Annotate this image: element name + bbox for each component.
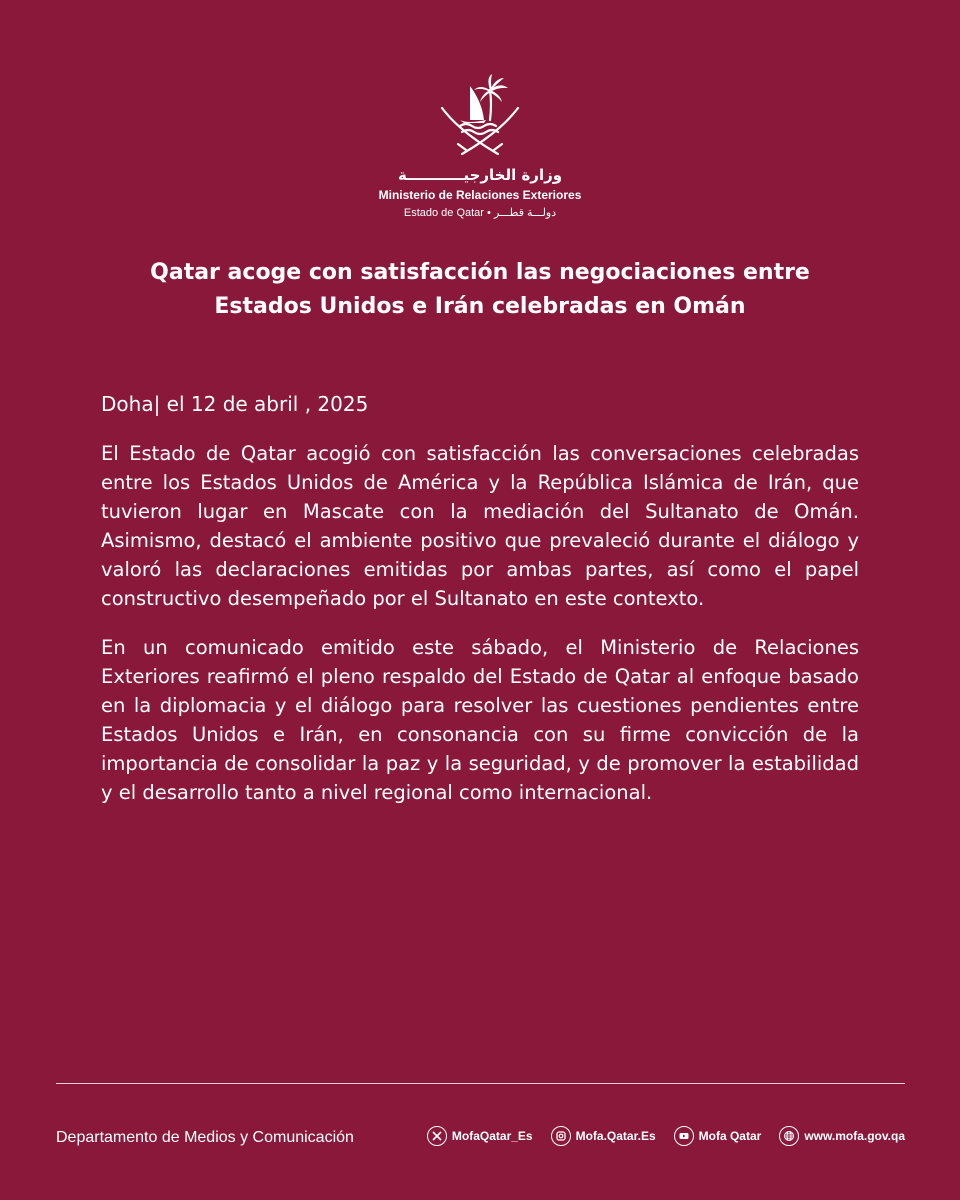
social-link-website[interactable] [779,1126,905,1146]
state-label: Estado de Qatar • دولـــة قطـــر [403,207,557,219]
instagram-icon [551,1126,571,1146]
footer-divider [56,1083,905,1084]
dateline: Doha| el 12 de abril , 2025 [101,392,369,416]
body-paragraph: El Estado de Qatar acogió con satisfacción las conversaciones celebradas entre los Estados Unidos de América y la República Islámica de Irán, que tuvieron lugar en Mascate con la mediación del Sultanato de Omán. Asimismo, destacó el ambiente positivo que prevaleció durante el diálogo y valoró las declaraciones emitidas por ambas partes, así como el papel constructivo desempeñado por el Sultanato en este contexto. [101,442,859,610]
qatar-emblem-icon [430,70,530,160]
social-links [427,1126,905,1146]
social-link-x[interactable] [427,1126,533,1146]
press-release-body [101,390,859,827]
youtube-icon [674,1126,694,1146]
body-paragraph: En un comunicado emitido este sábado, el Ministerio de Relaciones Exteriores reafirmó el pleno respaldo del Estado de Qatar al enfoque basado en la diplomacia y el diálogo para resolver las cuestiones pendientes entre Estados Unidos e Irán, en consonancia con su firme convicción de la importancia de consolidar la paz y la seguridad, y de promover la estabilidad y el desarrollo tanto a nivel regional como internacional. [101,636,859,804]
headline-line-2: Estados Unidos e Irán celebradas en Omán [214,294,746,319]
globe-icon [779,1126,799,1146]
social-link-youtube[interactable] [674,1126,762,1146]
ministry-arabic-title: وزارة الخارجيـــــــــــة [397,166,563,184]
social-handle: www.mofa.gov.qa [804,1129,905,1143]
social-handle: Mofa Qatar [698,1129,762,1143]
ministry-name: Ministerio de Relaciones Exteriores [378,188,582,202]
social-handle: Mofa.Qatar.Es [575,1129,656,1143]
social-link-instagram[interactable] [551,1126,656,1146]
department-label: Departamento de Medios y Comunicación [56,1129,354,1146]
press-release-headline [80,256,880,324]
x-icon [427,1126,447,1146]
ministry-logo [0,70,960,219]
headline-line-1: Qatar acoge con satisfacción las negociaciones entre [150,260,810,285]
social-handle: MofaQatar_Es [451,1129,533,1143]
